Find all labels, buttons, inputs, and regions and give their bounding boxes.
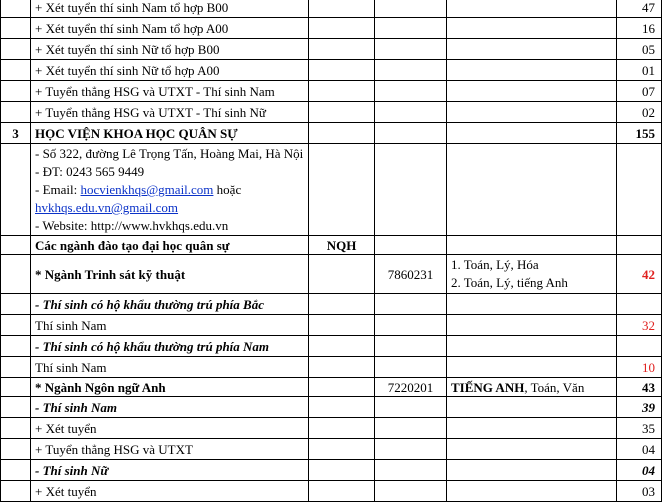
major-combos	[447, 255, 617, 294]
major-quota: 42	[617, 255, 662, 294]
major-code: 7860231	[375, 255, 447, 294]
row-label: + Xét tuyển thí sinh Nam tổ hợp B00	[31, 0, 309, 18]
region-header-row	[1, 294, 662, 315]
major-combo-rest: , Toán, Văn	[524, 379, 585, 395]
email-or: hoặc	[213, 182, 242, 197]
major-row	[1, 378, 662, 397]
programs-header-code: NQH	[309, 236, 375, 255]
row-quota: 02	[617, 102, 662, 123]
row-label: + Tuyển thẳng HSG và UTXT - Thí sinh Nữ	[31, 102, 309, 123]
row-label: + Tuyển thẳng HSG và UTXT	[31, 439, 309, 460]
major-name: * Ngành Ngôn ngữ Anh	[31, 378, 309, 397]
table-row	[1, 18, 662, 39]
major-combo-main: TIẾNG ANH	[451, 379, 525, 395]
major-quota: 43	[617, 378, 662, 397]
group-header-row	[1, 460, 662, 481]
row-quota: 04	[617, 439, 662, 460]
major-code: 7220201	[375, 378, 447, 397]
row-label: + Tuyển thẳng HSG và UTXT - Thí sinh Nam	[31, 81, 309, 102]
row-quota: 01	[617, 60, 662, 81]
region-header-row	[1, 336, 662, 357]
school-website: - Website: http://www.hvkhqs.edu.vn	[35, 218, 229, 233]
table-row	[1, 439, 662, 460]
school-row	[1, 123, 662, 144]
school-total: 155	[617, 123, 662, 144]
table-row	[1, 81, 662, 102]
major-row	[1, 255, 662, 294]
group-header-row	[1, 397, 662, 418]
email-prefix: - Email:	[35, 182, 81, 197]
row-label: + Xét tuyển	[31, 418, 309, 439]
row-quota: 35	[617, 418, 662, 439]
table-row	[1, 102, 662, 123]
row-quota: 47	[617, 0, 662, 18]
table-row	[1, 418, 662, 439]
row-label: + Xét tuyển thí sinh Nam tổ hợp A00	[31, 18, 309, 39]
group-quota: 04	[617, 460, 662, 481]
major-name: * Ngành Trinh sát kỹ thuật	[31, 255, 309, 294]
programs-header-row	[1, 236, 662, 255]
row-quota: 32	[617, 315, 662, 336]
table-row	[1, 357, 662, 378]
programs-header-label: Các ngành đào tạo đại học quân sự	[31, 236, 309, 255]
table-row	[1, 481, 662, 502]
school-email	[35, 181, 304, 199]
email-link-secondary[interactable]: hvkhqs.edu.vn@gmail.com	[35, 200, 179, 215]
major-combo: 2. Toán, Lý, tiếng Anh	[451, 275, 568, 290]
group-header: - Thí sinh Nữ	[31, 460, 309, 481]
row-quota: 05	[617, 39, 662, 60]
row-label: + Xét tuyển	[31, 481, 309, 502]
table-row	[1, 315, 662, 336]
group-header: - Thí sinh Nam	[31, 397, 309, 418]
school-contact-row	[1, 144, 662, 236]
row-label: Thí sinh Nam	[31, 357, 309, 378]
school-address: - Số 322, đường Lê Trọng Tấn, Hoàng Mai, Hà Nội	[35, 146, 304, 161]
table-row	[1, 39, 662, 60]
row-label: Thí sinh Nam	[31, 315, 309, 336]
table-row	[1, 60, 662, 81]
row-quota: 16	[617, 18, 662, 39]
row-quota: 03	[617, 481, 662, 502]
row-quota: 07	[617, 81, 662, 102]
row-label: + Xét tuyển thí sinh Nữ tổ hợp A00	[31, 60, 309, 81]
region-header: - Thí sinh có hộ khẩu thường trú phía Nam	[31, 336, 309, 357]
school-index: 3	[1, 123, 31, 144]
table-row	[1, 0, 662, 18]
row-quota: 10	[617, 357, 662, 378]
row-label: + Xét tuyển thí sinh Nữ tổ hợp B00	[31, 39, 309, 60]
school-name: HỌC VIỆN KHOA HỌC QUÂN SỰ	[31, 123, 309, 144]
school-contact	[31, 144, 309, 236]
email-link-primary[interactable]: hocvienkhqs@gmail.com	[80, 182, 214, 197]
region-header: - Thí sinh có hộ khẩu thường trú phía Bắc	[31, 294, 309, 315]
major-combos	[447, 378, 617, 397]
group-quota: 39	[617, 397, 662, 418]
school-phone: - ĐT: 0243 565 9449	[35, 164, 145, 179]
major-combo: 1. Toán, Lý, Hóa	[451, 257, 539, 272]
